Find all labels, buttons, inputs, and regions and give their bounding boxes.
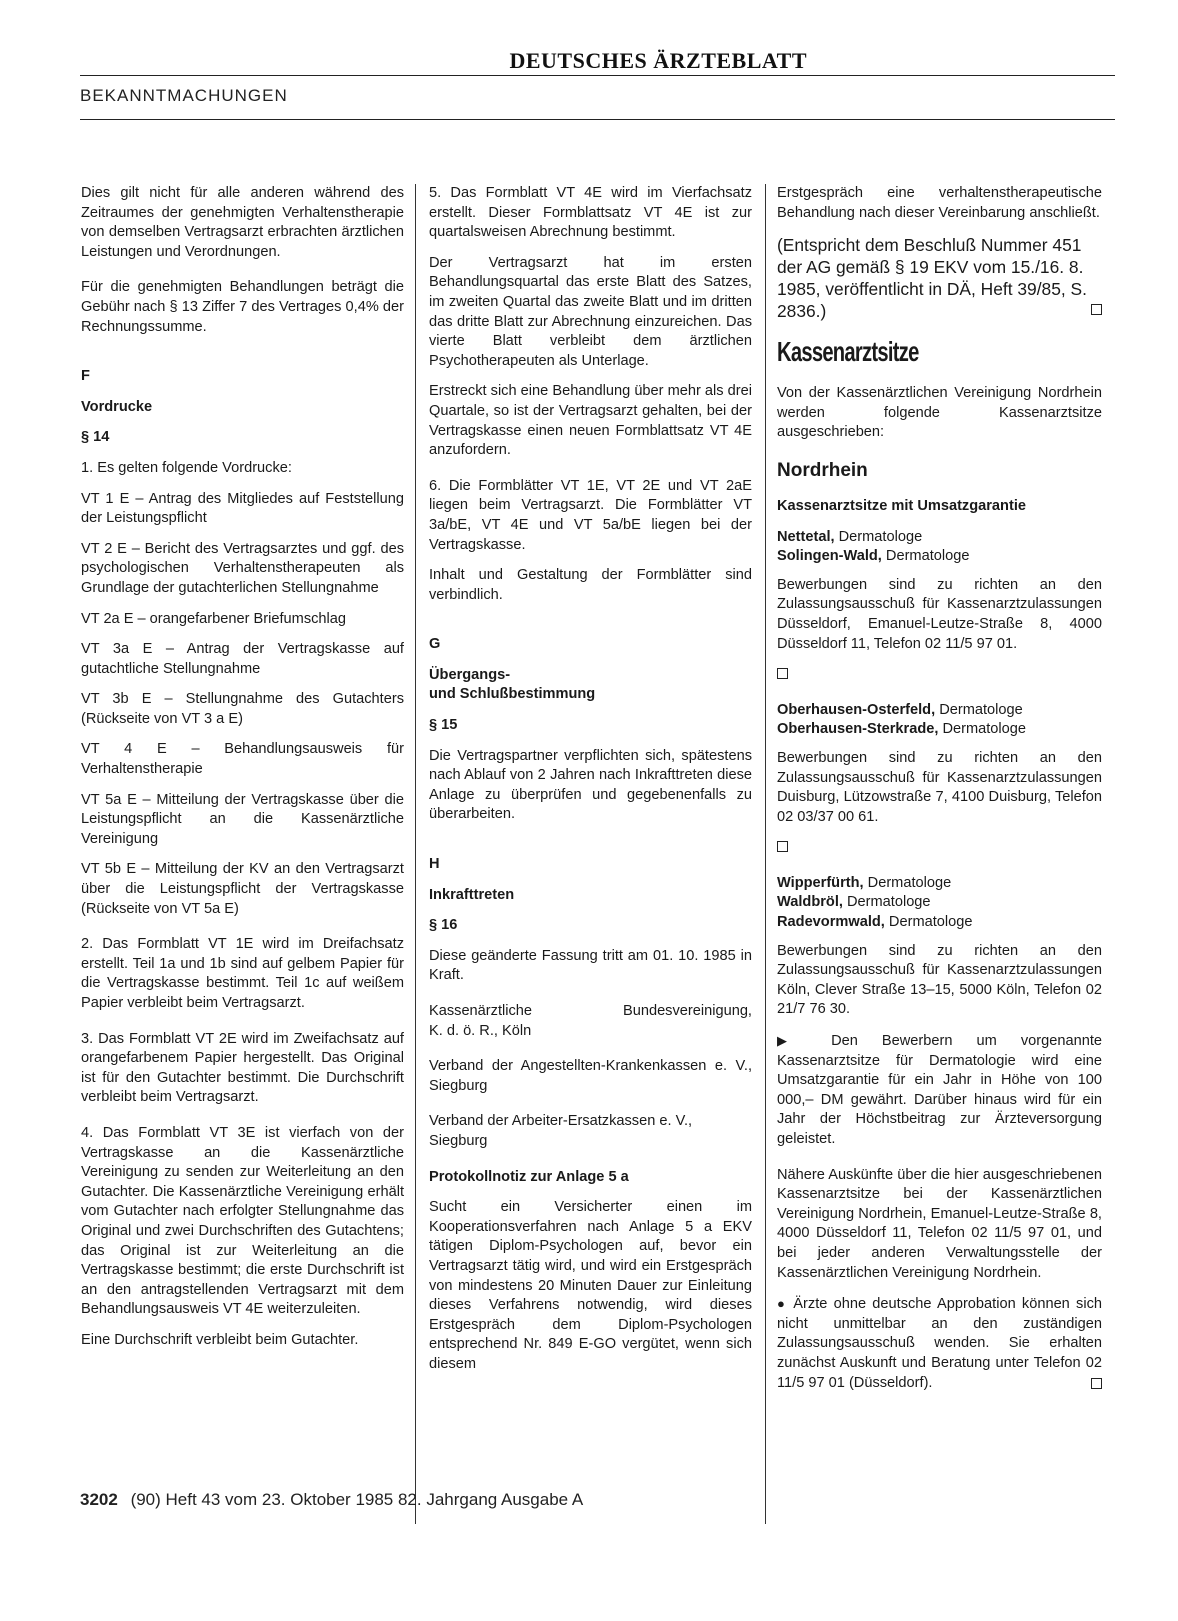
end-box-icon: [777, 841, 788, 852]
paragraph: Für die genehmigten Behandlungen beträgt die Gebühr nach § 13 Ziffer 7 des Vertrages 0,4% der Rechnungssumme.: [81, 279, 404, 335]
form-item: VT 3a E – Antrag der Vertragskasse auf gutachtliche Stellungnahme: [81, 641, 404, 677]
practice-city: Solingen-Wald,: [777, 548, 882, 565]
signatory-line: [429, 1002, 752, 1022]
signatory: Verband der Arbeiter-Ersatzkassen e. V., Siegburg: [429, 1113, 693, 1149]
paragraph: 3. Das Formblatt VT 2E wird im Zweifachsatz auf orangefarbenem Papier hergestellt. Das Original ist für den Gutachter bestimmt. Die Durchschrift verbleibt beim Vertragsarzt.: [81, 1030, 404, 1106]
paragraph: Inhalt und Gestaltung der Formblätter sind verbindlich.: [429, 567, 752, 603]
header-rule: [80, 119, 1115, 120]
practice-specialty: Dermatologe: [842, 894, 931, 911]
paragraph: 6. Die Formblätter VT 1E, VT 2E und VT 2aE liegen beim Vertragsarzt. Die Formblätter VT 3a/bE, VT 4E und VT 5a/bE liegen bei der Vertragskasse.: [429, 477, 752, 553]
form-item: VT 2a E – orangefarbener Briefumschlag: [81, 610, 347, 627]
application-address: Bewerbungen sind zu richten an den Zulassungsausschuß für Kassenarztzulassungen Duisburg, Lützowstraße 7, 4100 Duisburg, Telefon 02 03/37 00 61.: [777, 749, 1102, 825]
signatory-name-part: Bundesvereinigung,: [622, 1003, 752, 1019]
practice-specialty: Dermatologe: [834, 528, 923, 545]
practice-entry: [777, 720, 1102, 740]
practice-city: Wipperfürth,: [777, 874, 864, 891]
signatory-name-part: Kassenärztliche: [429, 1003, 533, 1019]
guarantee-note-text: Den Bewerbern um vorgenannte Kassenarztsitze für Dermatologie wird eine Umsatzgarantie für ein Jahr in Höhe von 100 000,– DM gewährt. Darüber hinaus wird für ein Jahr der Höchstbeitrag zur Ärzteversorgung geleistet.: [777, 1033, 1102, 1147]
section-title-line: und Schlußbestimmung: [429, 686, 596, 703]
resolution-note-text: (Entspricht dem Beschluß Nummer 451 der AG gemäß § 19 EKV vom 15./16. 8. 1985, veröffentlicht in DÄ, Heft 39/85, S. 2836.): [777, 235, 1087, 322]
form-item: VT 4 E – Behandlungsausweis für Verhaltenstherapie: [81, 741, 404, 778]
issue-info: (90) Heft 43 vom 23. Oktober 1985 82. Jahrgang Ausgabe A: [130, 1490, 584, 1509]
practice-entry: [777, 893, 1102, 913]
approbation-note-text: Ärzte ohne deutsche Approbation können sich nicht unmittelbar an den zuständigen Zulassungsausschuß wenden. Sie erhalten zunächst Auskunft und Beratung unter Telefon 02 11/5 97 01 (Düsseldorf).: [777, 1296, 1102, 1391]
section-title: Vordrucke: [81, 398, 153, 415]
paragraph: Eine Durchschrift verbleibt beim Gutachter.: [81, 1331, 359, 1348]
paragraph: 2. Das Formblatt VT 1E wird im Dreifachsatz erstellt. Teil 1a und 1b sind auf gelbem Papier für die Vertragskasse bestimmt. Teil 1c auf weißem Papier verbleibt beim Vertragsarzt.: [81, 936, 404, 1011]
publication-title: DEUTSCHES ÄRZTEBLATT: [509, 48, 807, 73]
practice-city: Radevormwald,: [777, 914, 885, 931]
end-box-icon: [1091, 1378, 1102, 1389]
end-box-icon: [777, 668, 788, 679]
paragraph: Von der Kassenärztlichen Vereinigung Nordrhein werden folgende Kassenarztsitze ausgeschrieben:: [777, 385, 1102, 441]
paragraph: Diese geänderte Fassung tritt am 01. 10. 1985 in Kraft.: [429, 947, 752, 984]
paragraph: Sucht ein Versicherter einen im Kooperationsverfahren nach Anlage 5 a EKV tätigen Diplom-Psychologen auf, bevor ein Vertragsarzt tätig wird, und wird ein Erstgespräch von mindestens 20 Minuten Dauer zur Einleitung dieses Verfahrens notwendig, wird dieses Erstgespräch dem Diplom-Psychologen entsprechend Nr. 849 E-GO vergütet, wenn sich diesem: [429, 1199, 752, 1372]
approbation-note: [777, 1294, 1102, 1393]
section-paragraph-number: § 14: [81, 429, 110, 446]
page-footer: [80, 1490, 583, 1510]
paragraph: Erstreckt sich eine Behandlung über mehr als drei Quartale, so ist der Vertragsarzt gehalten, bei der Vertragskasse einen neuen Formblattsatz VT 4E anzufordern.: [429, 383, 752, 459]
section-letter: H: [429, 856, 440, 873]
application-address: Bewerbungen sind zu richten an den Zulassungsausschuß für Kassenarztzulassungen Köln, Clever Straße 13–15, 5000 Köln, Telefon 02 21/7 76 30.: [777, 942, 1102, 1018]
protocol-note-title: Protokollnotiz zur Anlage 5 a: [429, 1168, 629, 1185]
section-letter: F: [81, 368, 90, 385]
page-number: 3202: [80, 1490, 118, 1509]
practice-city: Nettetal,: [777, 528, 835, 545]
bullet-dot-icon: ●: [777, 1296, 788, 1312]
paragraph: 4. Das Formblatt VT 3E ist vierfach von der Vertragskasse an die Kassenärztliche Vereinigung zu senden zur Weiterleitung an den Gutachter. Die Kassenärztliche Vereinigung erhält vom Gutachter nach erfolgter Stellungnahme das Original und zwei Durchschriften des Gutachtens; das Original ist zur Weiterleitung an die Vertragskasse bestimmt; die erste Durchschrift ist an den antragstellenden Vertragsarzt mit dem Behandlungsausweis VT 4E weiterzuleiten.: [81, 1124, 404, 1318]
guarantee-note: [777, 1031, 1102, 1150]
signatory-line: K. d. ö. R., Köln: [429, 1022, 532, 1039]
paragraph: Dies gilt nicht für alle anderen während des Zeitraumes der genehmigten Verhaltenstherapie von demselben Vertragsarzt erbrachten ärztlichen Leistungen und Verordnungen.: [81, 185, 404, 260]
separator: [777, 665, 1102, 685]
section-label: BEKANNTMACHUNGEN: [80, 86, 288, 105]
practice-specialty: Dermatologe: [881, 548, 970, 565]
paragraph: Der Vertragsarzt hat im ersten Behandlungsquartal das erste Blatt des Satzes, im zweiten Quartal das zweite Blatt und im dritten das dritte Blatt zur Abrechnung einzureichen. Das vierte Blatt verbleibt dem ärztlichen Psychotherapeuten als Unterlage.: [429, 254, 752, 369]
paragraph: Erstgespräch eine verhaltenstherapeutische Behandlung nach dieser Vereinbarung anschließt.: [777, 185, 1102, 221]
section-paragraph-number: § 16: [429, 917, 458, 934]
practice-entry: [777, 913, 1102, 933]
form-item: VT 1 E – Antrag des Mitgliedes auf Feststellung der Leistungspflicht: [81, 490, 404, 527]
column-2: [429, 184, 752, 1386]
separator: [777, 838, 1102, 858]
section-title-line: Übergangs-: [429, 666, 511, 683]
practice-specialty: Dermatologe: [935, 701, 1023, 718]
paragraph: 5. Das Formblatt VT 4E wird im Vierfachsatz erstellt. Dieser Formblattsatz VT 4E ist zur quartalsweisen Abrechnung bestimmt.: [429, 185, 752, 241]
arrow-right-icon: ▶: [777, 1033, 807, 1049]
form-item: VT 2 E – Bericht des Vertragsarztes und ggf. des psychologischen Verhaltenstherapeuten als Grundlage der gutachterlichen Stellungnahme: [81, 540, 404, 596]
application-address: Bewerbungen sind zu richten an den Zulassungsausschuß für Kassenarztzulassungen Düsseldorf, Emanuel-Leutze-Straße 8, 4000 Düsseldorf 11, Telefon 02 11/5 97 01.: [777, 576, 1102, 652]
signatory: [429, 1002, 752, 1041]
column-3: [777, 184, 1102, 1404]
practice-specialty: Dermatologe: [938, 721, 1027, 738]
region-heading: Nordrhein: [777, 459, 868, 481]
section-paragraph-number: § 15: [429, 717, 458, 734]
practice-list: [777, 528, 1102, 567]
column-1: [81, 184, 404, 1362]
practice-list: [777, 874, 1102, 933]
resolution-note: [777, 234, 1102, 322]
column-divider: [415, 184, 416, 1524]
practice-specialty: Dermatologe: [884, 914, 973, 931]
practice-list: [777, 701, 1102, 740]
subheading: Kassenarztsitze mit Umsatzgarantie: [777, 497, 1026, 514]
section-title: Inkrafttreten: [429, 886, 515, 903]
paragraph: Nähere Auskünfte über die hier ausgeschriebenen Kassenarztsitze bei der Kassenärztlichen Vereinigung Nordrhein, Emanuel-Leutze-Straße 8, 4000 Düsseldorf 11, Telefon 02 11/5 97 01, und bei jeder anderen Verwaltungsstelle der Kassenärztlichen Vereinigung Nordrhein.: [777, 1166, 1102, 1281]
section-letter: G: [429, 636, 441, 653]
form-item: VT 5b E – Mitteilung der KV an den Vertragsarzt über die Leistungspflicht der Vertragskasse (Rückseite von VT 5a E): [81, 861, 404, 917]
paragraph: 1. Es gelten folgende Vordrucke:: [81, 459, 292, 476]
practice-entry: [777, 528, 1102, 548]
practice-specialty: Dermatologe: [863, 874, 952, 891]
practice-city: Oberhausen-Osterfeld,: [777, 701, 936, 718]
masthead: [80, 48, 1115, 76]
practice-entry: [777, 874, 1102, 894]
practice-city: Waldbröl,: [777, 894, 843, 911]
practice-entry: [777, 547, 1102, 567]
article-headline: Kassenarztsitze: [777, 336, 919, 368]
paragraph: Die Vertragspartner verpflichten sich, spätestens nach Ablauf von 2 Jahren nach Inkrafttreten diese Anlage zu überprüfen und gegebenenfalls zu überarbeiten.: [429, 747, 752, 823]
practice-city: Oberhausen-Sterkrade,: [777, 721, 939, 738]
end-box-icon: [1091, 304, 1102, 315]
form-item: VT 5a E – Mitteilung der Vertragskasse über die Leistungspflicht an die Kassenärztliche Vereinigung: [81, 791, 404, 847]
form-item: VT 3b E – Stellungnahme des Gutachters (Rückseite von VT 3 a E): [81, 691, 404, 727]
signatory: Verband der Angestellten-Krankenkassen e. V., Siegburg: [429, 1058, 752, 1094]
practice-entry: [777, 701, 1102, 721]
section-title: [429, 666, 752, 705]
column-divider: [765, 184, 766, 1524]
